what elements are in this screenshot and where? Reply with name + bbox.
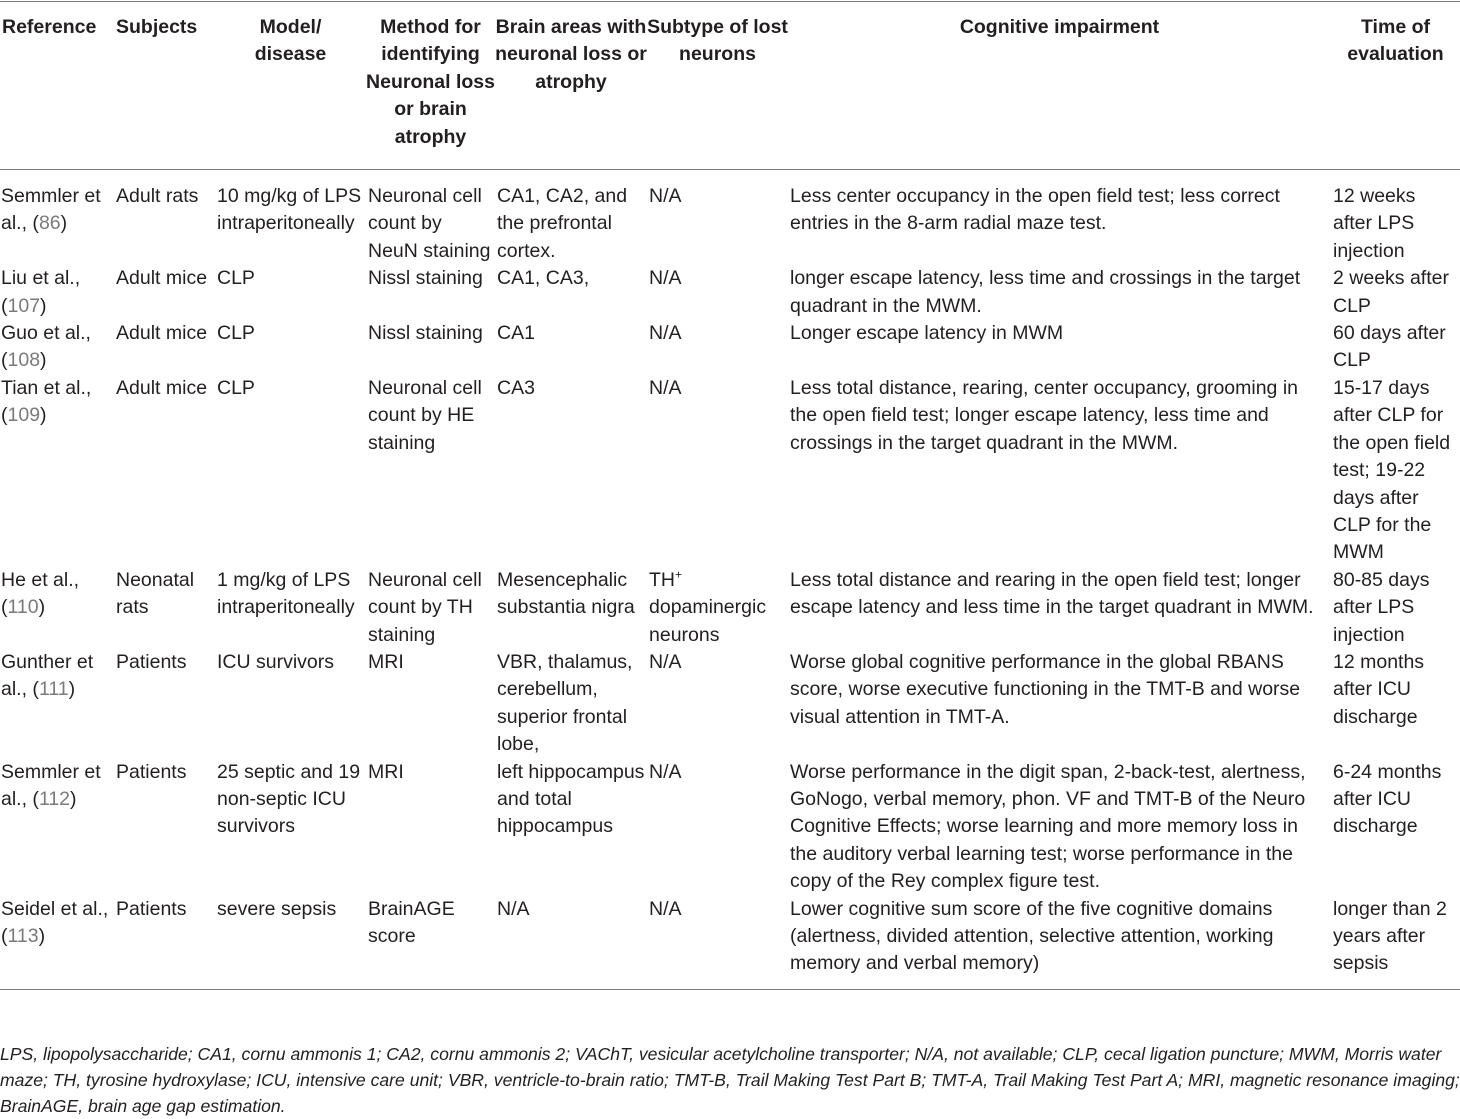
table-header (0, 2, 1460, 170)
table-row (0, 759, 1460, 896)
reference-link[interactable]: 107 (7, 294, 41, 317)
reference-suffix: ) (40, 294, 47, 317)
table-row (0, 649, 1460, 759)
cell-method: MRI (368, 760, 404, 783)
cell-cognitive: Less center occupancy in the open field test; less correct entries in the 8-arm radial maze test. (790, 185, 1280, 235)
reference-link[interactable]: 86 (38, 212, 61, 235)
cell-subtype: N/A (649, 185, 682, 208)
header-cognitive: Cognitive impairment (959, 16, 1160, 38)
reference-link[interactable]: 113 (7, 925, 39, 947)
cell-reference (0, 567, 114, 649)
reference-link[interactable]: 112 (38, 787, 71, 810)
header-model-line1: Model/ (259, 16, 322, 38)
cell-areas: left hippocampus and total hippocampus (497, 760, 645, 838)
cell-time: longer than 2 years after sepsis (1333, 897, 1447, 975)
header-model-line2: disease (254, 43, 327, 66)
cell-reference (0, 896, 114, 990)
cell-areas: VBR, thalamus, cerebellum, superior frontal lobe, (497, 650, 633, 756)
cell-time: 80-85 days after LPS injection (1333, 568, 1430, 646)
cell-cognitive: Less total distance, rearing, center occupancy, grooming in the open field test; longer escape latency, less time and crossings in the target quadrant in the MWM. (790, 376, 1298, 454)
cell-subtype: N/A (649, 760, 682, 783)
cell-subtype: N/A (649, 267, 682, 290)
cell-cognitive: Lower cognitive sum score of the five cognitive domains (alertness, divided attention, selective attention, working memory and verbal memory) (790, 897, 1274, 975)
cell-model: 25 septic and 19 non-septic ICU survivors (217, 760, 361, 838)
reference-suffix: ) (68, 678, 76, 701)
cell-subtype (647, 567, 788, 649)
reference-link[interactable]: 109 (7, 404, 41, 427)
cell-subjects: Patients (116, 897, 187, 920)
cell-cognitive: Less total distance and rearing in the open field test; longer escape latency and less time in the target quadrant in MWM. (790, 568, 1314, 619)
header-subtype: Subtype of lost neurons (647, 16, 788, 66)
cell-method: Nissl staining (368, 267, 483, 290)
cell-cognitive: Worse performance in the digit span, 2-back-test, alertness, GoNogo, verbal memory, phon. VF and TMT-B of the Neuro Cognitive Effects; worse learning and more memory loss in the auditory verbal learning test; worse performance in the copy of the Rey complex figure test. (790, 760, 1306, 893)
cell-areas: CA1, CA3, (497, 267, 590, 290)
cell-subjects: Adult mice (116, 322, 208, 345)
cell-reference (0, 375, 114, 567)
cell-cognitive: longer escape latency, less time and crossings in the target quadrant in the MWM. (790, 267, 1301, 317)
cell-cognitive: Worse global cognitive performance in the global RBANS score, worse executive functioning in the TMT-B and worse visual attention in TMT-A. (790, 650, 1301, 728)
cell-subtype: N/A (649, 650, 682, 673)
cell-method: Neuronal cell count by HE staining (368, 376, 482, 454)
cell-model: 10 mg/kg of LPS intraperitoneally (217, 185, 362, 235)
reference-text: Semmler et al., ( (1, 760, 101, 810)
cell-reference (0, 320, 114, 375)
header-time: Time of evaluation (1347, 16, 1444, 66)
reference-suffix: ) (40, 349, 47, 372)
cell-reference (0, 265, 114, 320)
reference-text: Tian et al., ( (1, 376, 92, 427)
reference-text: Semmler et al., ( (1, 185, 101, 235)
cell-method: Neuronal cell count by NeuN staining (368, 185, 491, 262)
cell-method: MRI (368, 650, 404, 673)
cell-subjects: Patients (116, 760, 187, 783)
cell-areas: CA1, CA2, and the prefrontal cortex. (497, 185, 628, 262)
reference-text: Liu et al., ( (1, 267, 81, 317)
cell-cognitive: Longer escape latency in MWM (790, 322, 1064, 345)
cell-subjects: Adult mice (116, 267, 208, 290)
cell-model: severe sepsis (217, 897, 337, 920)
cell-areas: CA1 (497, 322, 535, 345)
cell-time: 12 weeks after LPS injection (1333, 185, 1416, 262)
table-row (0, 375, 1460, 567)
cell-model: CLP (217, 267, 255, 290)
cell-subjects: Neonatal rats (116, 568, 195, 619)
cell-method: Nissl staining (368, 322, 483, 345)
reference-text: Gunther et al., ( (1, 650, 94, 701)
table-row (0, 265, 1460, 320)
cell-areas: Mesencephalic substantia nigra (497, 568, 635, 619)
cell-model: CLP (217, 322, 255, 345)
cell-method: BrainAGE score (368, 897, 455, 947)
cell-subjects: Adult rats (116, 185, 199, 208)
reference-text: Seidel et al., ( (1, 897, 109, 947)
reference-suffix: ) (38, 596, 46, 619)
subtype-main: TH (649, 568, 675, 591)
table-row (0, 567, 1460, 649)
data-table (0, 1, 1460, 990)
header-model (215, 2, 366, 170)
table-row (0, 896, 1460, 990)
header-reference: Reference (2, 16, 97, 38)
cell-reference (0, 759, 114, 896)
subtype-rest: dopaminergic neurons (649, 596, 767, 646)
cell-areas: N/A (497, 897, 530, 920)
reference-text: Guo et al., ( (1, 322, 91, 372)
cell-reference (0, 170, 114, 266)
cell-reference (0, 649, 114, 759)
cell-subjects: Patients (116, 650, 187, 673)
table-row (0, 170, 1460, 266)
cell-subtype: N/A (649, 322, 682, 345)
cell-subjects: Adult mice (116, 376, 208, 399)
table-footnote: LPS, lipopolysaccharide; CA1, cornu ammonis 1; CA2, cornu ammonis 2; VAChT, vesicular acetylcholine transporter; N/A, not available; CLP, cecal ligation puncture; MWM, Morris water maze; TH, tyrosine hydroxylase; ICU, intensive care unit; VBR, ventricle-to-brain ratio; TMT-B, Trail Making Test Part B; TMT-A, Trail Making Test Part A; MRI, magnetic resonance imaging; BrainAGE, brain age gap estimation. (0, 1044, 1460, 1116)
reference-suffix: ) (38, 925, 46, 947)
reference-suffix: ) (40, 404, 47, 427)
cell-time: 12 months after ICU discharge (1333, 650, 1425, 728)
reference-link[interactable]: 111 (38, 678, 69, 701)
cell-time: 6-24 months after ICU discharge (1333, 760, 1442, 838)
cell-subtype: N/A (649, 897, 682, 920)
header-areas: Brain areas with neuronal loss or atrophy (495, 16, 647, 93)
cell-time: 15-17 days after CLP for the open field test; 19-22 days after CLP for the MWM (1333, 376, 1451, 564)
reference-suffix: ) (60, 212, 68, 235)
cell-subtype: N/A (649, 376, 682, 399)
cell-model: 1 mg/kg of LPS intraperitoneally (217, 568, 355, 619)
reference-text: He et al., ( (1, 568, 80, 619)
cell-model: ICU survivors (217, 650, 335, 673)
cell-model: CLP (217, 376, 255, 399)
header-method: Method for identifying Neuronal loss or brain atrophy (366, 16, 495, 148)
reference-link[interactable]: 110 (7, 596, 39, 619)
reference-suffix: ) (70, 787, 77, 810)
cell-time: 2 weeks after CLP (1333, 267, 1449, 317)
cell-areas: CA3 (497, 376, 535, 399)
table-row (0, 320, 1460, 375)
header-subjects: Subjects (116, 16, 198, 38)
cell-method: Neuronal cell count by TH staining (368, 568, 482, 646)
cell-time: 60 days after CLP (1333, 322, 1446, 372)
reference-link[interactable]: 108 (7, 349, 41, 372)
subtype-superscript: + (675, 567, 683, 582)
